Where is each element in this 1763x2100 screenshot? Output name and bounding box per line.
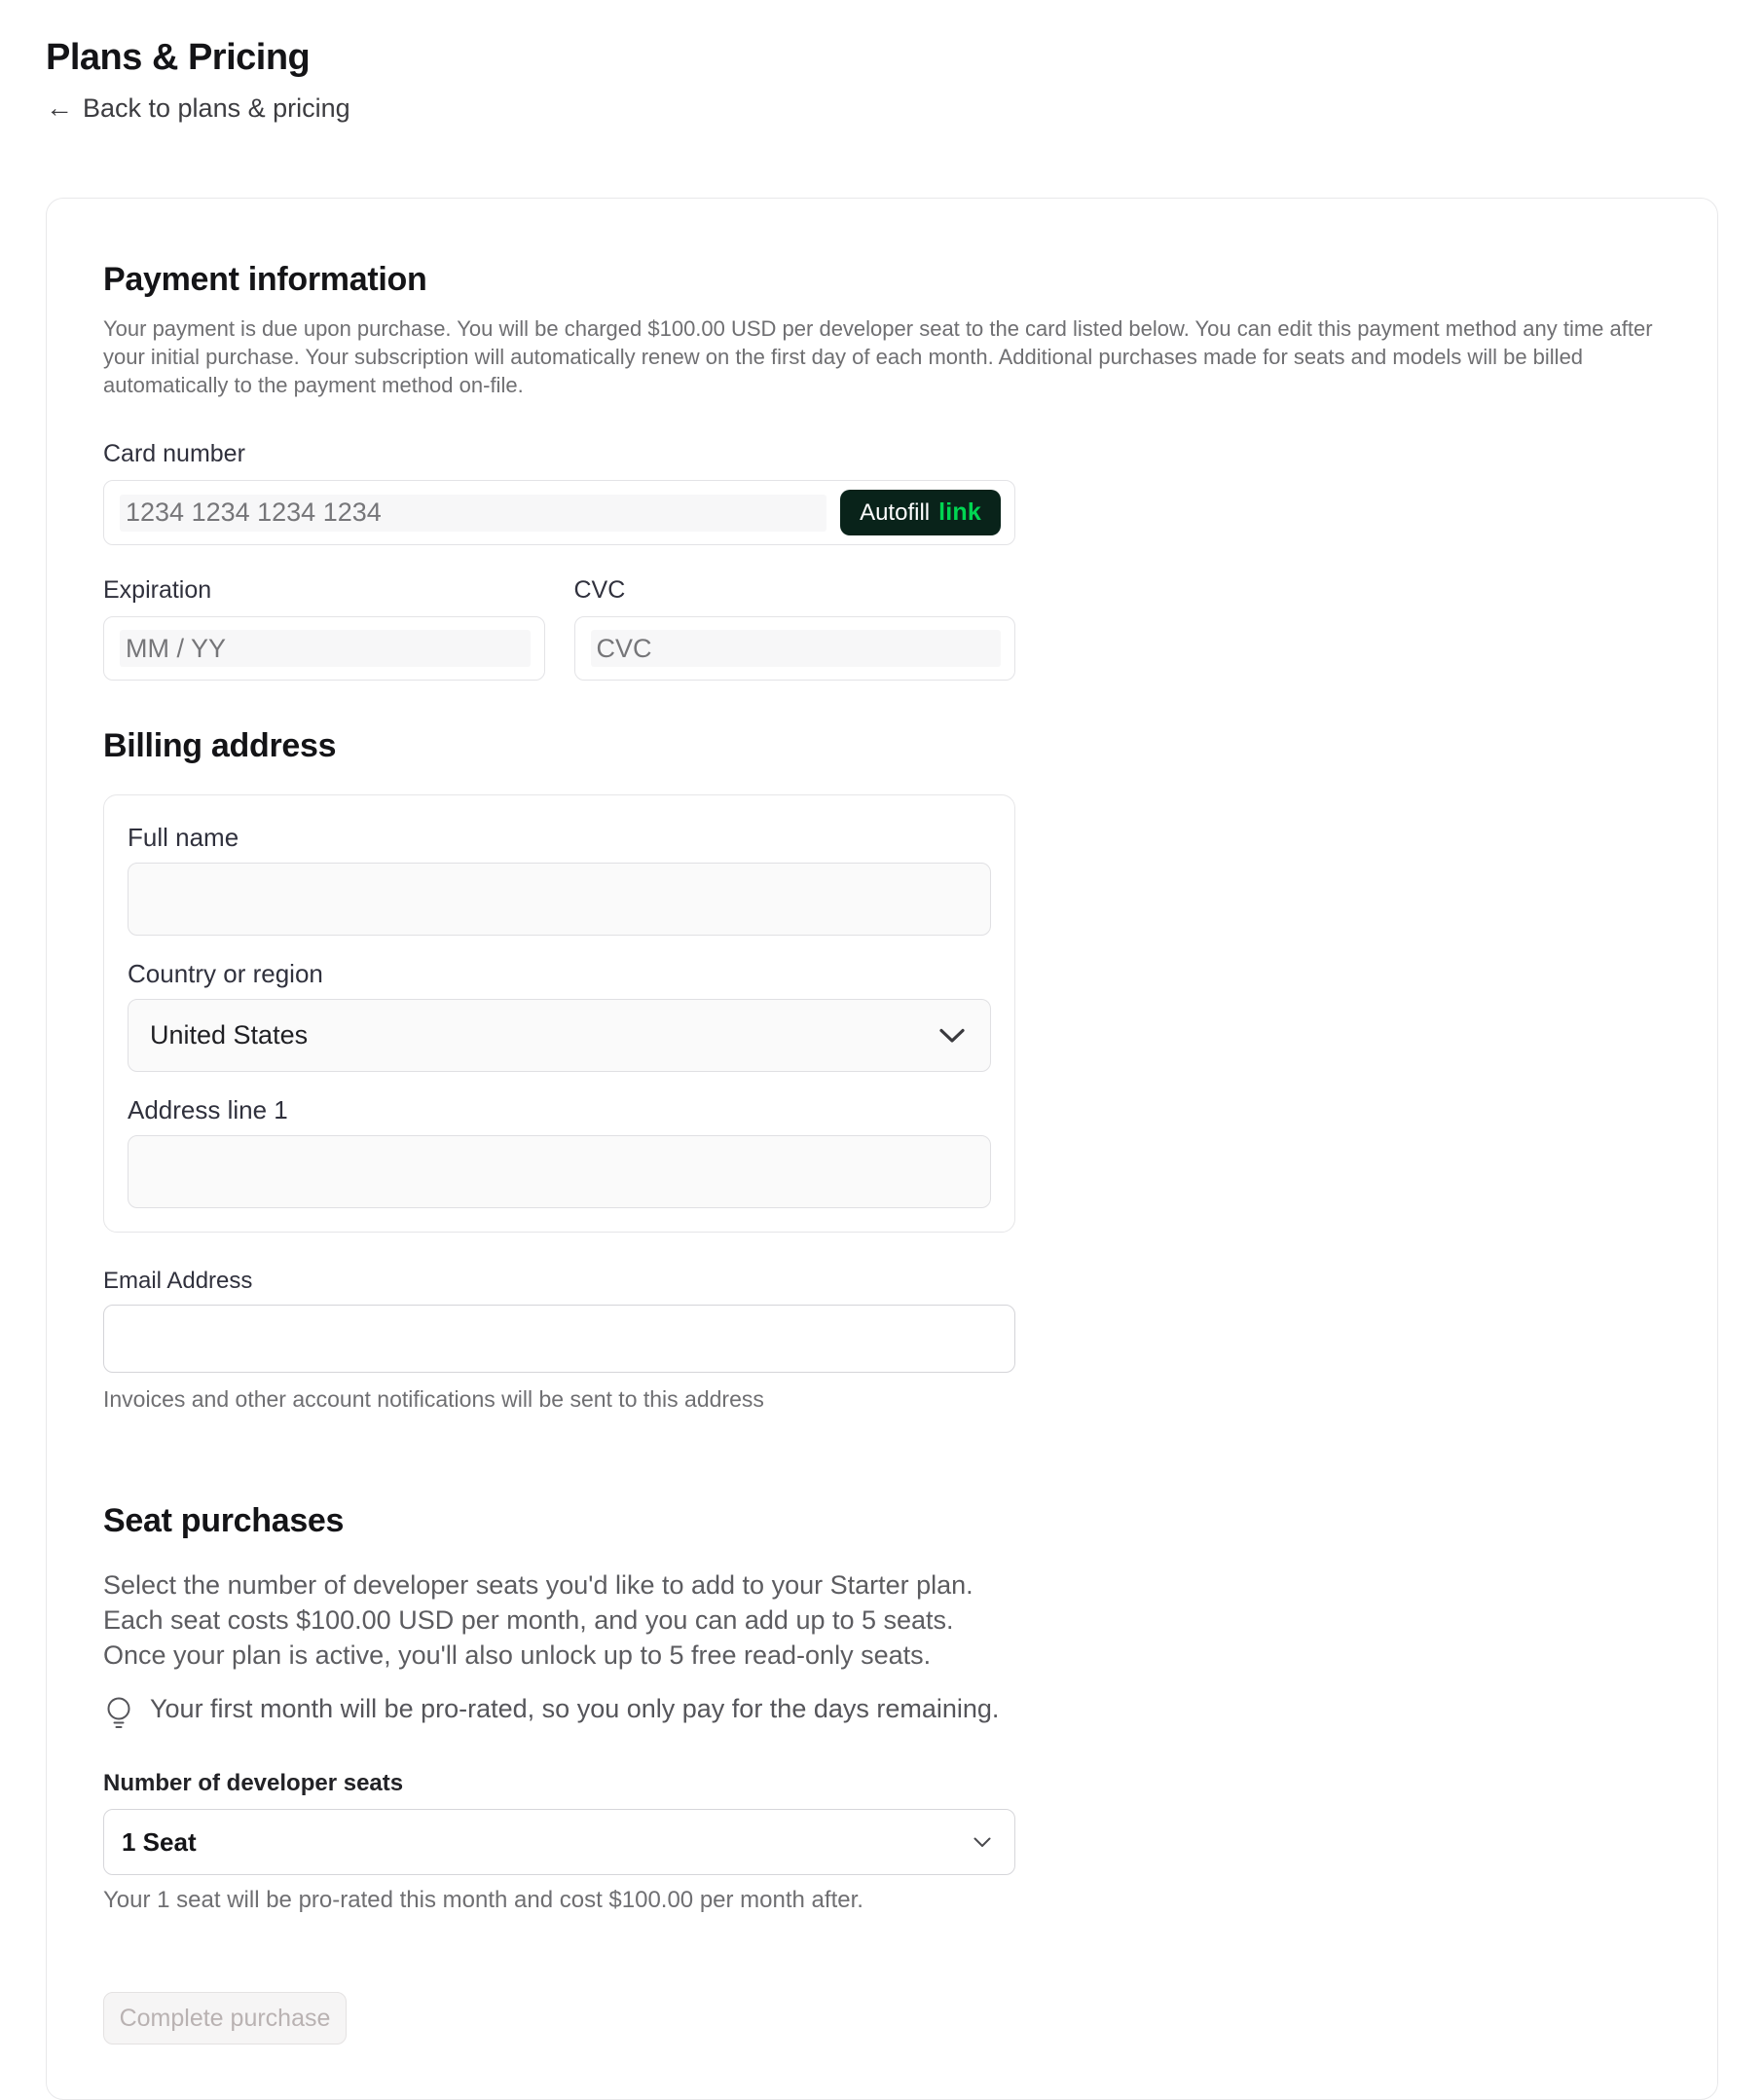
chevron-down-icon xyxy=(939,1028,965,1044)
country-select-value: United States xyxy=(150,1020,309,1050)
card-number-placeholder: 1234 1234 1234 1234 xyxy=(120,495,826,532)
link-brand-label: link xyxy=(938,498,981,526)
expiration-placeholder: MM / YY xyxy=(120,630,531,667)
prorate-tip-text: Your first month will be pro-rated, so you only pay for the days remaining. xyxy=(150,1694,1000,1723)
expiration-field[interactable] xyxy=(103,616,545,681)
email-address-label: Email Address xyxy=(103,1268,253,1294)
address-line1-input[interactable] xyxy=(128,1135,991,1208)
country-label: Country or region xyxy=(128,959,323,988)
prorate-tip xyxy=(103,1694,1023,1731)
back-arrow-icon: ← xyxy=(46,92,73,123)
cvc-placeholder: CVC xyxy=(591,630,1002,667)
email-helper-text: Invoices and other account notifications will be sent to this address xyxy=(103,1386,764,1412)
full-name-label: Full name xyxy=(128,823,239,852)
complete-purchase-button[interactable]: Complete purchase xyxy=(103,1992,347,2045)
cvc-label: CVC xyxy=(573,576,626,604)
seat-count-select[interactable] xyxy=(103,1809,1015,1875)
autofill-label: Autofill xyxy=(860,498,931,526)
seat-purchases-heading: Seat purchases xyxy=(103,1502,345,1539)
cvc-field[interactable] xyxy=(574,616,1016,681)
page-header xyxy=(46,37,1719,124)
back-link[interactable] xyxy=(46,92,350,124)
full-name-input[interactable] xyxy=(128,863,991,936)
lightbulb-icon xyxy=(103,1696,134,1731)
seat-purchases-description: Select the number of developer seats you'd like to add to your Starter plan. Each seat costs $100.00 USD per month, and you can add up to 5 seats. Once your plan is active, you'll also unlock up to 5 free read-only seats. xyxy=(103,1570,973,1670)
address-line1-label: Address line 1 xyxy=(128,1095,288,1124)
card-number-label: Card number xyxy=(103,440,245,467)
billing-address-box xyxy=(103,794,1015,1233)
email-address-input[interactable] xyxy=(103,1305,1015,1373)
seat-count-label: Number of developer seats xyxy=(103,1770,404,1796)
chevron-down-icon xyxy=(973,1837,991,1848)
purchase-card xyxy=(46,198,1718,2100)
seat-count-value: 1 Seat xyxy=(122,1826,197,1857)
country-select[interactable] xyxy=(128,999,991,1072)
payment-information-heading: Payment information xyxy=(103,261,427,298)
page-title: Plans & Pricing xyxy=(46,37,311,78)
payment-description: Your payment is due upon purchase. You will be charged $100.00 USD per developer seat to the card listed below. You can edit this payment method any time after your initial purchase. Your subscription will automatically renew on the first day of each month. Additional purchases made for seats and models will be billed automatically to the payment method on-file. xyxy=(103,316,1653,397)
card-number-field[interactable] xyxy=(103,480,1015,545)
back-link-label: Back to plans & pricing xyxy=(83,92,350,123)
expiration-label: Expiration xyxy=(103,576,212,604)
seat-count-helper: Your 1 seat will be pro-rated this month and cost $100.00 per month after. xyxy=(103,1887,863,1913)
billing-address-heading: Billing address xyxy=(103,727,337,764)
autofill-link-button[interactable] xyxy=(840,490,1001,535)
